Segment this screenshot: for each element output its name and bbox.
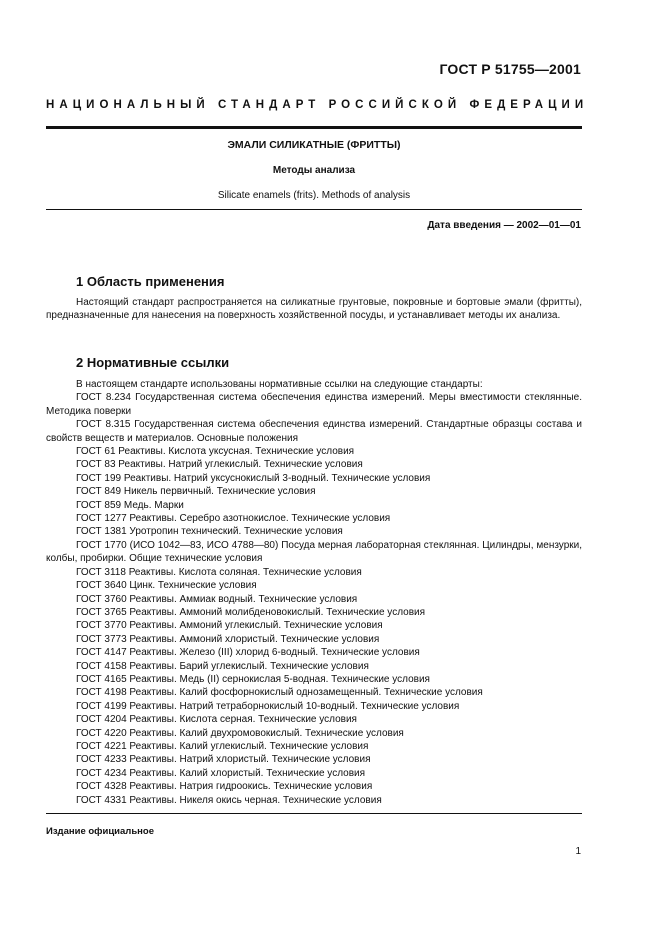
footer-rule xyxy=(46,813,582,814)
reference-item: ГОСТ 3765 Реактивы. Аммоний молибденовокислый. Технические условия xyxy=(76,606,426,618)
reference-item: ГОСТ 3118 Реактивы. Кислота соляная. Технические условия xyxy=(76,566,362,578)
page-number: 1 xyxy=(575,846,581,857)
reference-item: ГОСТ 1770 (ИСО 1042—83, ИСО 4788—80) Посуда мерная лабораторная стеклянная. Цилиндры, мензурки, колбы, пробирки. Общие технические условия xyxy=(46,539,582,565)
reference-item: ГОСТ 3640 Цинк. Технические условия xyxy=(76,580,257,592)
reference-item: ГОСТ 4221 Реактивы. Калий углекислый. Технические условия xyxy=(76,740,369,752)
reference-item: ГОСТ 4328 Реактивы. Натрия гидроокись. Технические условия xyxy=(76,781,373,793)
reference-item: ГОСТ 859 Медь. Марки xyxy=(76,499,184,511)
references-list xyxy=(46,378,582,807)
reference-item: ГОСТ 1277 Реактивы. Серебро азотнокислое. Технические условия xyxy=(76,513,391,525)
reference-item: ГОСТ 83 Реактивы. Натрий углекислый. Технические условия xyxy=(76,459,363,471)
header-rule xyxy=(46,126,582,129)
reference-item: ГОСТ 4331 Реактивы. Никеля окись черная. Технические условия xyxy=(76,794,382,806)
document-subtitle: Методы анализа xyxy=(272,165,356,176)
reference-item: ГОСТ 3770 Реактивы. Аммоний углекислый. Технические условия xyxy=(76,620,383,632)
introduction-date: Дата введения — 2002—01—01 xyxy=(427,220,581,231)
reference-item: ГОСТ 849 Никель первичный. Технические условия xyxy=(76,486,316,498)
title-rule xyxy=(46,209,582,210)
section-heading-scope: 1 Область применения xyxy=(76,274,225,289)
reference-item: ГОСТ 3760 Реактивы. Аммиак водный. Технические условия xyxy=(76,593,358,605)
reference-item: ГОСТ 61 Реактивы. Кислота уксусная. Технические условия xyxy=(76,446,355,458)
reference-item: ГОСТ 4233 Реактивы. Натрий хлористый. Технические условия xyxy=(76,754,371,766)
reference-item: ГОСТ 4220 Реактивы. Калий двухромовокислый. Технические условия xyxy=(76,727,404,739)
document-code: ГОСТ Р 51755—2001 xyxy=(439,61,581,77)
references-intro: В настоящем стандарте использованы нормативные ссылки на следующие стандарты: xyxy=(76,379,483,390)
reference-item: ГОСТ 3773 Реактивы. Аммоний хлористый. Технические условия xyxy=(76,633,380,645)
reference-item: ГОСТ 4199 Реактивы. Натрий тетраборнокислый 10-водный. Технические условия xyxy=(76,700,460,712)
reference-item: ГОСТ 4165 Реактивы. Медь (II) сернокислая 5-водная. Технические условия xyxy=(76,673,430,685)
section-heading-references: 2 Нормативные ссылки xyxy=(76,355,230,370)
reference-item: ГОСТ 4147 Реактивы. Железо (III) хлорид 6-водный. Технические условия xyxy=(76,647,420,659)
reference-item: ГОСТ 1381 Уротропин технический. Технические условия xyxy=(76,526,343,538)
reference-item: ГОСТ 4204 Реактивы. Кислота серная. Технические условия xyxy=(76,714,357,726)
official-edition-label: Издание официальное xyxy=(46,826,154,837)
national-standard-banner: НАЦИОНАЛЬНЫЙ СТАНДАРТ РОССИЙСКОЙ ФЕДЕРАЦИИ xyxy=(46,99,589,111)
reference-item: ГОСТ 4158 Реактивы. Барий углекислый. Технические условия xyxy=(76,660,369,672)
reference-item: ГОСТ 4234 Реактивы. Калий хлористый. Технические условия xyxy=(76,767,366,779)
document-title: ЭМАЛИ СИЛИКАТНЫЕ (ФРИТТЫ) xyxy=(227,139,401,151)
reference-item: ГОСТ 199 Реактивы. Натрий уксуснокислый 3-водный. Технические условия xyxy=(76,472,431,484)
reference-item: ГОСТ 4198 Реактивы. Калий фосфорнокислый однозамещенный. Технические условия xyxy=(76,687,483,699)
english-title: Silicate enamels (frits). Methods of analysis xyxy=(217,190,411,201)
scope-paragraph: Настоящий стандарт распространяется на силикатные грунтовые, покровные и бортовые эмали (фритты), предназначенные для нанесения на поверхность хозяйственной посуды, и устанавливает методы их анализа. xyxy=(46,297,582,322)
reference-item: ГОСТ 8.315 Государственная система обеспечения единства измерений. Стандартные образцы состава и свойств веществ и материалов. Основные положения xyxy=(46,419,582,444)
reference-item: ГОСТ 8.234 Государственная система обеспечения единства измерений. Меры вместимости стеклянные. Методика поверки xyxy=(46,392,582,417)
